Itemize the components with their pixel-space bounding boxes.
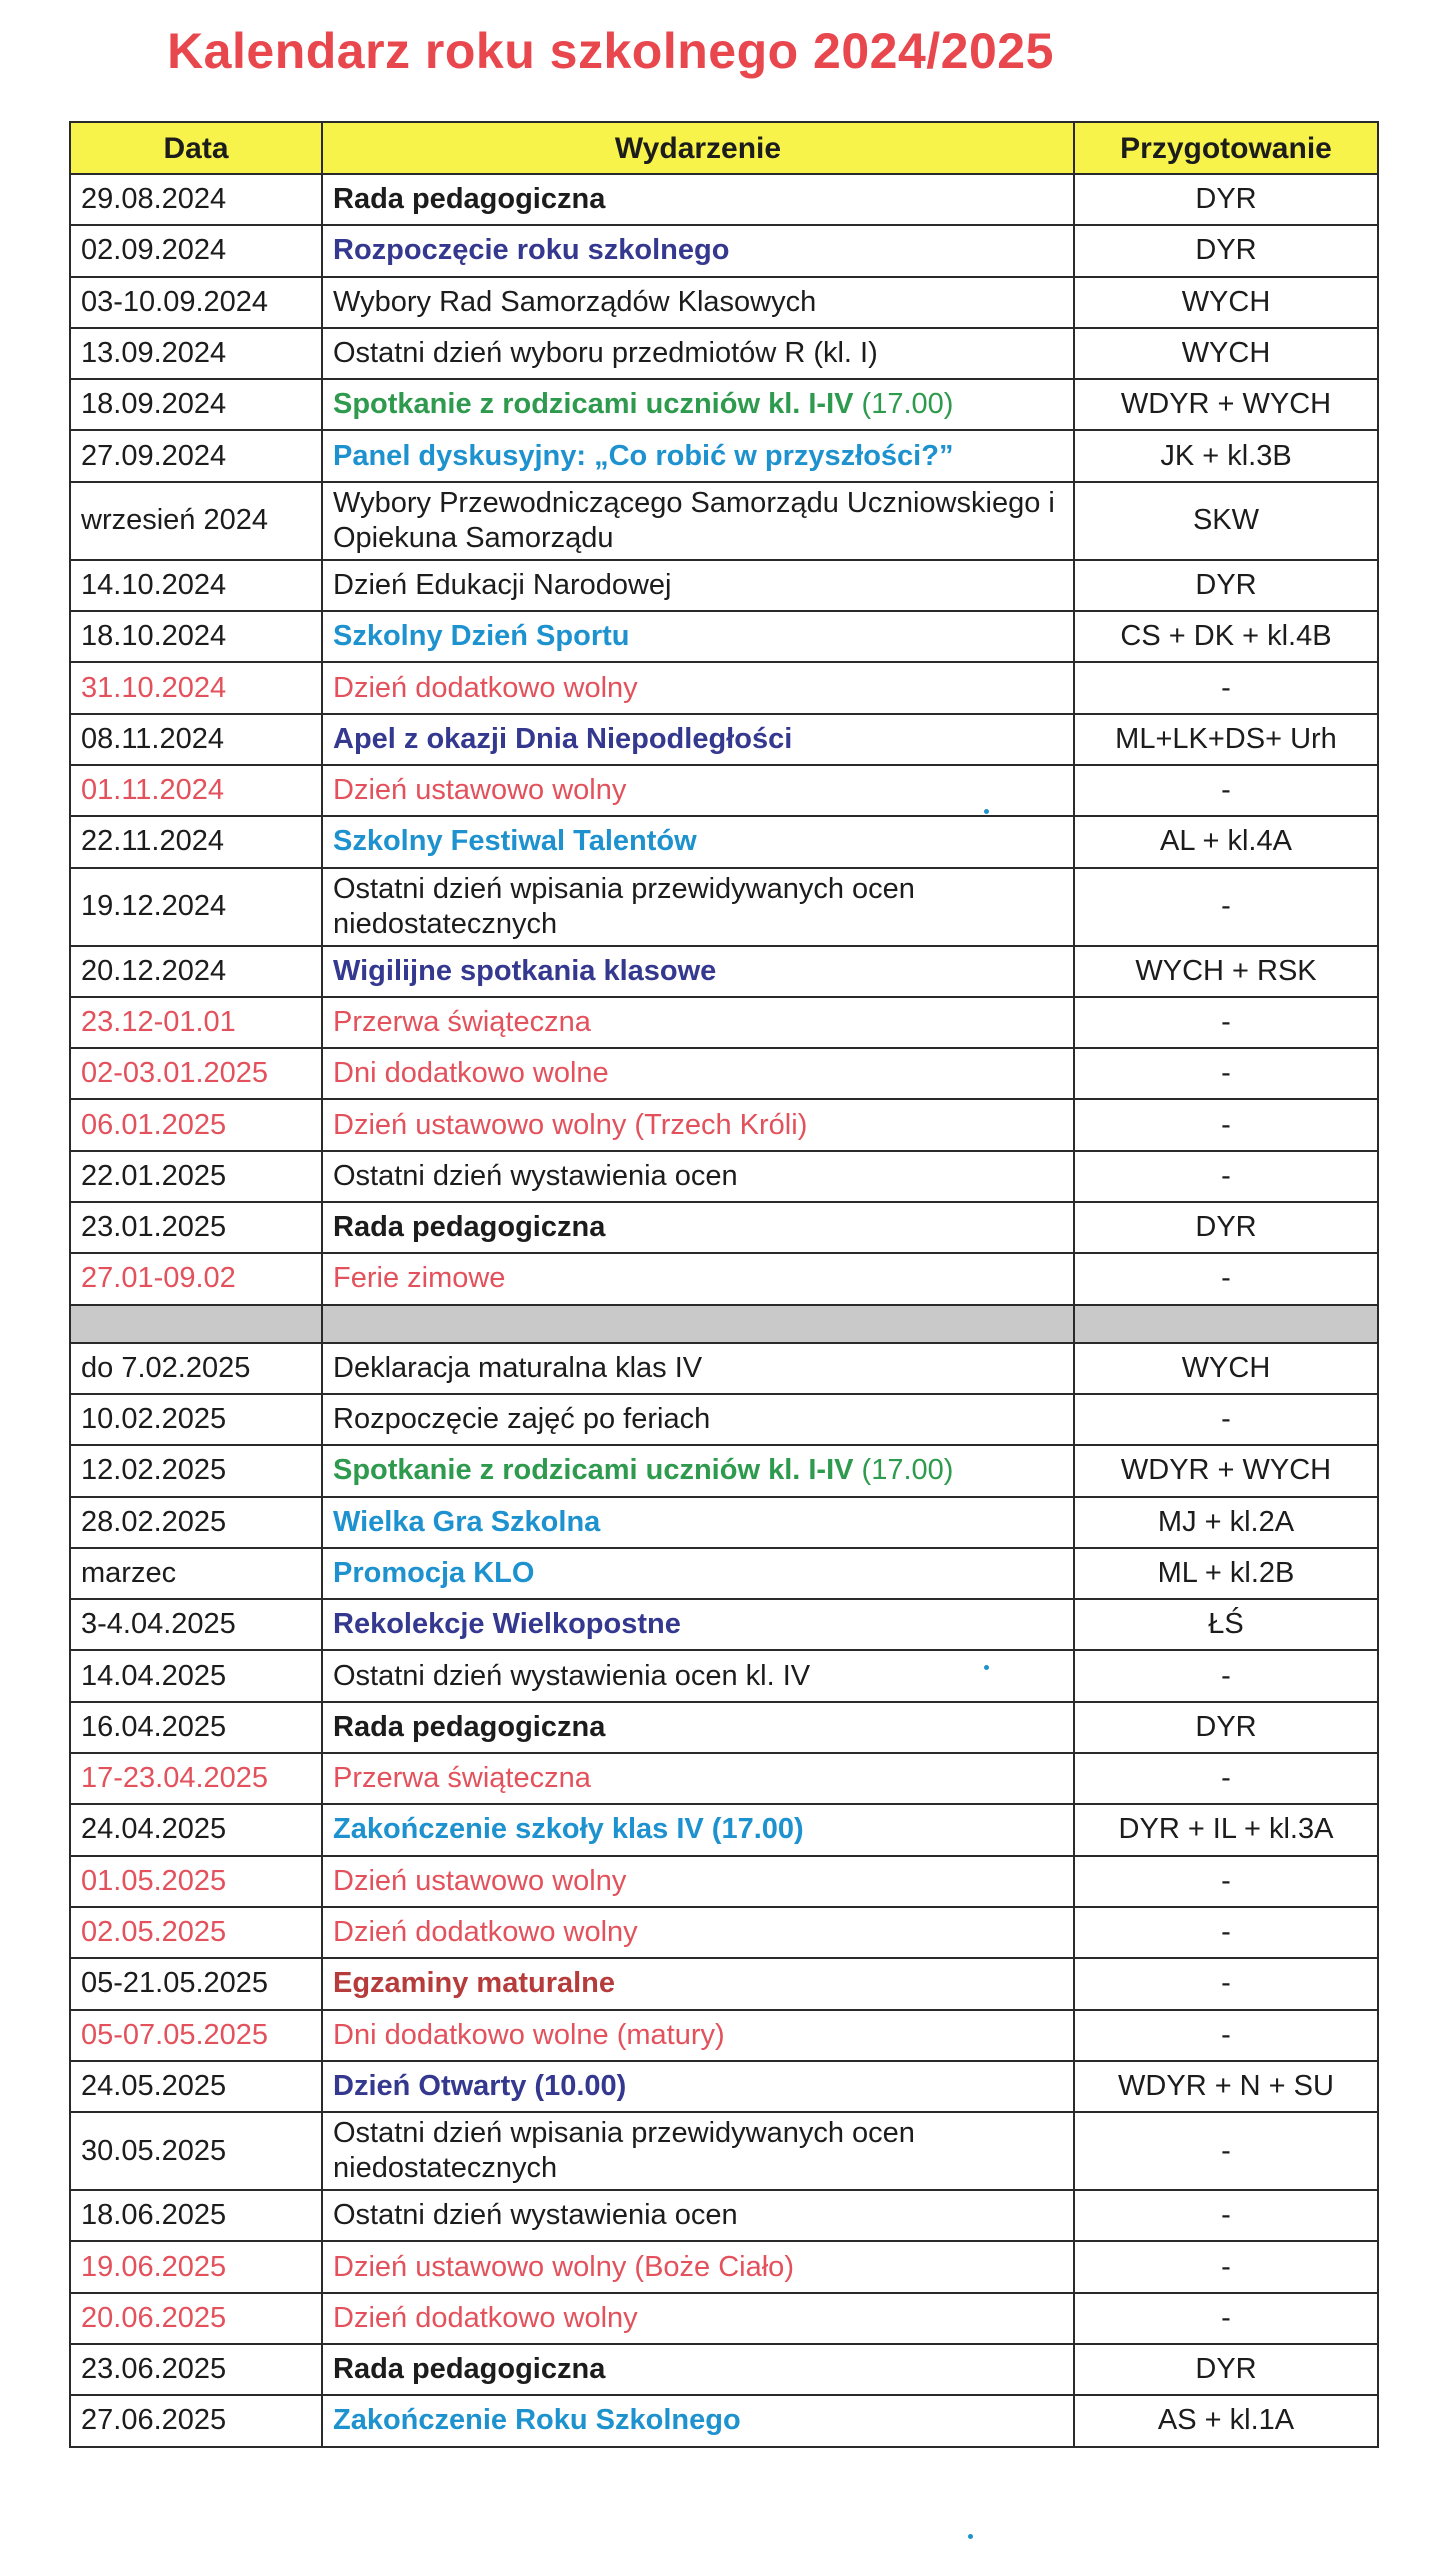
- date-cell: 28.02.2025: [70, 1497, 322, 1548]
- table-row: [70, 662, 1378, 713]
- date-cell: 22.11.2024: [70, 816, 322, 867]
- event-cell: [322, 2190, 1074, 2241]
- event-cell: [322, 2395, 1074, 2446]
- event-cell: [322, 946, 1074, 997]
- table-row: [70, 816, 1378, 867]
- date-cell: 06.01.2025: [70, 1099, 322, 1150]
- table-row: [70, 482, 1378, 560]
- preparation-cell: ML+LK+DS+ Urh: [1074, 714, 1378, 765]
- preparation-cell: -: [1074, 997, 1378, 1048]
- event-cell: [322, 328, 1074, 379]
- event-text: Zakończenie Roku Szkolnego: [333, 2404, 741, 2437]
- date-cell: 05-21.05.2025: [70, 1958, 322, 2009]
- date-cell: 3-4.04.2025: [70, 1599, 322, 1650]
- event-cell: [322, 765, 1074, 816]
- table-row: [70, 946, 1378, 997]
- event-cell: [322, 560, 1074, 611]
- date-cell: 01.05.2025: [70, 1856, 322, 1907]
- date-cell: wrzesień 2024: [70, 482, 322, 560]
- preparation-cell: -: [1074, 1151, 1378, 1202]
- date-cell: 27.09.2024: [70, 430, 322, 481]
- event-text: Dzień ustawowo wolny: [333, 774, 627, 807]
- preparation-cell: -: [1074, 1856, 1378, 1907]
- preparation-cell: DYR: [1074, 1702, 1378, 1753]
- event-time: (17.00): [853, 388, 954, 421]
- table-row: [70, 1099, 1378, 1150]
- event-cell: [322, 662, 1074, 713]
- table-row: [70, 2190, 1378, 2241]
- event-text: Wielka Gra Szkolna: [333, 1505, 601, 1538]
- table-row: [70, 1907, 1378, 1958]
- preparation-cell: DYR: [1074, 2344, 1378, 2395]
- event-cell: [322, 2061, 1074, 2112]
- table-row: [70, 379, 1378, 430]
- event-cell: [322, 1202, 1074, 1253]
- date-cell: do 7.02.2025: [70, 1343, 322, 1394]
- table-row: [70, 2293, 1378, 2344]
- date-cell: 01.11.2024: [70, 765, 322, 816]
- event-cell: [322, 1048, 1074, 1099]
- event-text: Rada pedagogiczna: [333, 1211, 606, 1244]
- table-row: [70, 1753, 1378, 1804]
- preparation-cell: WDYR + WYCH: [1074, 1445, 1378, 1496]
- preparation-cell: CS + DK + kl.4B: [1074, 611, 1378, 662]
- date-cell: 22.01.2025: [70, 1151, 322, 1202]
- table-row: [70, 1253, 1378, 1304]
- table-row: [70, 2112, 1378, 2190]
- table-row: [70, 2010, 1378, 2061]
- event-cell: [322, 2241, 1074, 2292]
- table-row: [70, 611, 1378, 662]
- preparation-cell: DYR: [1074, 225, 1378, 276]
- event-text: Ferie zimowe: [333, 1262, 506, 1295]
- preparation-cell: ŁŚ: [1074, 1599, 1378, 1650]
- event-cell: [322, 1599, 1074, 1650]
- event-cell: [322, 868, 1074, 946]
- event-text: Dzień dodatkowo wolny: [333, 671, 638, 704]
- event-text: Szkolny Dzień Sportu: [333, 620, 630, 653]
- preparation-cell: JK + kl.3B: [1074, 430, 1378, 481]
- preparation-cell: -: [1074, 2293, 1378, 2344]
- preparation-cell: DYR: [1074, 1202, 1378, 1253]
- table-row: [70, 1958, 1378, 2009]
- event-text: Wybory Przewodniczącego Samorządu Uczniowskiego i Opiekuna Samorządu: [333, 486, 1055, 554]
- header-event: Wydarzenie: [322, 122, 1074, 174]
- event-cell: [322, 1958, 1074, 2009]
- event-text: Dzień dodatkowo wolny: [333, 2301, 638, 2334]
- date-cell: 18.06.2025: [70, 2190, 322, 2241]
- table-header: [70, 122, 1378, 174]
- table-row: [70, 714, 1378, 765]
- event-cell: [322, 277, 1074, 328]
- date-cell: 23.12-01.01: [70, 997, 322, 1048]
- event-cell: [322, 1253, 1074, 1304]
- date-cell: 24.04.2025: [70, 1804, 322, 1855]
- event-text: Ostatni dzień wystawienia ocen: [333, 2199, 738, 2232]
- preparation-cell: -: [1074, 868, 1378, 946]
- date-cell: 12.02.2025: [70, 1445, 322, 1496]
- event-cell: [322, 1650, 1074, 1701]
- table-row: [70, 2344, 1378, 2395]
- separator-cell: [1074, 1305, 1378, 1343]
- event-time: (17.00): [853, 1454, 954, 1487]
- preparation-cell: WYCH + RSK: [1074, 946, 1378, 997]
- page-title: [0, 22, 1451, 80]
- date-cell: 18.09.2024: [70, 379, 322, 430]
- event-text: Przerwa świąteczna: [333, 1762, 591, 1795]
- date-cell: 13.09.2024: [70, 328, 322, 379]
- preparation-cell: -: [1074, 1394, 1378, 1445]
- event-text: Ostatni dzień wpisania przewidywanych ocen niedostatecznych: [333, 2117, 915, 2185]
- separator-cell: [322, 1305, 1074, 1343]
- event-text: Dzień ustawowo wolny: [333, 1864, 627, 1897]
- event-cell: [322, 1753, 1074, 1804]
- event-text: Deklaracja maturalna klas IV: [333, 1351, 703, 1384]
- date-cell: 20.06.2025: [70, 2293, 322, 2344]
- event-text: Ostatni dzień wystawienia ocen kl. IV: [333, 1659, 811, 1692]
- date-cell: 17-23.04.2025: [70, 1753, 322, 1804]
- event-text: Dzień Edukacji Narodowej: [333, 568, 672, 601]
- event-cell: [322, 1445, 1074, 1496]
- event-cell: [322, 1804, 1074, 1855]
- table-row: [70, 2241, 1378, 2292]
- preparation-cell: WDYR + WYCH: [1074, 379, 1378, 430]
- scan-speck: [968, 2534, 973, 2539]
- table-row: [70, 277, 1378, 328]
- event-text: Ostatni dzień wystawienia ocen: [333, 1159, 738, 1192]
- event-cell: [322, 1702, 1074, 1753]
- date-cell: 24.05.2025: [70, 2061, 322, 2112]
- table-row: [70, 1151, 1378, 1202]
- preparation-cell: -: [1074, 2190, 1378, 2241]
- date-cell: 27.06.2025: [70, 2395, 322, 2446]
- preparation-cell: -: [1074, 2010, 1378, 2061]
- event-cell: [322, 1907, 1074, 1958]
- header-row: [70, 122, 1378, 174]
- date-cell: 31.10.2024: [70, 662, 322, 713]
- preparation-cell: WYCH: [1074, 1343, 1378, 1394]
- event-text: Rada pedagogiczna: [333, 183, 606, 216]
- table-row: [70, 1394, 1378, 1445]
- event-text: Spotkanie z rodzicami uczniów kl. I-IV: [333, 1454, 854, 1487]
- preparation-cell: WYCH: [1074, 277, 1378, 328]
- event-text: Wybory Rad Samorządów Klasowych: [333, 285, 817, 318]
- event-text: Ostatni dzień wyboru przedmiotów R (kl. I): [333, 337, 878, 370]
- preparation-cell: -: [1074, 1048, 1378, 1099]
- date-cell: 20.12.2024: [70, 946, 322, 997]
- table-row: [70, 1548, 1378, 1599]
- table-body: [70, 174, 1378, 2447]
- event-text: Dzień ustawowo wolny (Trzech Króli): [333, 1108, 808, 1141]
- table-row: [70, 328, 1378, 379]
- date-cell: 23.06.2025: [70, 2344, 322, 2395]
- event-cell: [322, 1548, 1074, 1599]
- table-row: [70, 1343, 1378, 1394]
- scan-speck: [984, 1665, 989, 1670]
- event-text: Zakończenie szkoły klas IV (17.00): [333, 1813, 804, 1846]
- event-text: Rozpoczęcie zajęć po feriach: [333, 1403, 711, 1436]
- table-row: [70, 765, 1378, 816]
- event-text: Rada pedagogiczna: [333, 1710, 606, 1743]
- event-text: Egzaminy maturalne: [333, 1967, 616, 2000]
- semester-separator: [70, 1305, 1378, 1343]
- page-title-text: Kalendarz roku szkolnego 2024/2025: [167, 23, 1054, 79]
- table-row: [70, 1856, 1378, 1907]
- preparation-cell: WDYR + N + SU: [1074, 2061, 1378, 2112]
- event-cell: [322, 1856, 1074, 1907]
- event-cell: [322, 482, 1074, 560]
- header-preparation: Przygotowanie: [1074, 122, 1378, 174]
- event-text: Wigilijne spotkania klasowe: [333, 954, 717, 987]
- date-cell: 23.01.2025: [70, 1202, 322, 1253]
- preparation-cell: ML + kl.2B: [1074, 1548, 1378, 1599]
- table-row: [70, 997, 1378, 1048]
- event-cell: [322, 379, 1074, 430]
- preparation-cell: -: [1074, 1753, 1378, 1804]
- preparation-cell: -: [1074, 1958, 1378, 2009]
- table-row: [70, 868, 1378, 946]
- table-row: [70, 1445, 1378, 1496]
- event-cell: [322, 714, 1074, 765]
- event-cell: [322, 2293, 1074, 2344]
- preparation-cell: -: [1074, 1253, 1378, 1304]
- table-row: [70, 2061, 1378, 2112]
- event-text: Dzień dodatkowo wolny: [333, 1916, 638, 1949]
- preparation-cell: -: [1074, 1099, 1378, 1150]
- event-cell: [322, 1099, 1074, 1150]
- preparation-cell: -: [1074, 662, 1378, 713]
- event-cell: [322, 1394, 1074, 1445]
- table-row: [70, 560, 1378, 611]
- event-cell: [322, 2010, 1074, 2061]
- date-cell: 02-03.01.2025: [70, 1048, 322, 1099]
- event-cell: [322, 1151, 1074, 1202]
- table-row: [70, 1048, 1378, 1099]
- event-cell: [322, 2344, 1074, 2395]
- table-row: [70, 1804, 1378, 1855]
- event-cell: [322, 997, 1074, 1048]
- event-text: Szkolny Festiwal Talentów: [333, 825, 697, 858]
- table-row: [70, 225, 1378, 276]
- preparation-cell: WYCH: [1074, 328, 1378, 379]
- calendar-table: [69, 121, 1379, 2448]
- preparation-cell: -: [1074, 1650, 1378, 1701]
- table-row: [70, 2395, 1378, 2446]
- preparation-cell: -: [1074, 1907, 1378, 1958]
- event-text: Spotkanie z rodzicami uczniów kl. I-IV: [333, 388, 854, 421]
- table-row: [70, 1650, 1378, 1701]
- preparation-cell: -: [1074, 2112, 1378, 2190]
- event-text: Dni dodatkowo wolne (matury): [333, 2018, 725, 2051]
- table-row: [70, 430, 1378, 481]
- preparation-cell: SKW: [1074, 482, 1378, 560]
- preparation-cell: DYR: [1074, 560, 1378, 611]
- event-text: Rozpoczęcie roku szkolnego: [333, 234, 730, 267]
- preparation-cell: MJ + kl.2A: [1074, 1497, 1378, 1548]
- preparation-cell: -: [1074, 2241, 1378, 2292]
- event-cell: [322, 1497, 1074, 1548]
- event-text: Dzień ustawowo wolny (Boże Ciało): [333, 2250, 794, 2283]
- header-date: Data: [70, 122, 322, 174]
- table-row: [70, 1599, 1378, 1650]
- preparation-cell: -: [1074, 765, 1378, 816]
- preparation-cell: DYR: [1074, 174, 1378, 225]
- separator-cell: [70, 1305, 322, 1343]
- date-cell: 29.08.2024: [70, 174, 322, 225]
- preparation-cell: DYR + IL + kl.3A: [1074, 1804, 1378, 1855]
- event-text: Panel dyskusyjny: „Co robić w przyszłości?”: [333, 439, 954, 472]
- event-text: Przerwa świąteczna: [333, 1006, 591, 1038]
- date-cell: 14.10.2024: [70, 560, 322, 611]
- table-row: [70, 1202, 1378, 1253]
- table-row: [70, 1497, 1378, 1548]
- event-cell: [322, 1343, 1074, 1394]
- preparation-cell: AL + kl.4A: [1074, 816, 1378, 867]
- date-cell: 16.04.2025: [70, 1702, 322, 1753]
- date-cell: 19.06.2025: [70, 2241, 322, 2292]
- date-cell: marzec: [70, 1548, 322, 1599]
- table-row: [70, 1702, 1378, 1753]
- date-cell: 02.05.2025: [70, 1907, 322, 1958]
- event-cell: [322, 174, 1074, 225]
- date-cell: 05-07.05.2025: [70, 2010, 322, 2061]
- date-cell: 02.09.2024: [70, 225, 322, 276]
- event-text: Apel z okazji Dnia Niepodległości: [333, 722, 793, 755]
- event-text: Rada pedagogiczna: [333, 2353, 606, 2386]
- event-text: Dni dodatkowo wolne: [333, 1057, 609, 1090]
- event-text: Dzień Otwarty (10.00): [333, 2069, 627, 2102]
- date-cell: 08.11.2024: [70, 714, 322, 765]
- date-cell: 18.10.2024: [70, 611, 322, 662]
- preparation-cell: AS + kl.1A: [1074, 2395, 1378, 2446]
- date-cell: 03-10.09.2024: [70, 277, 322, 328]
- event-text: Rekolekcje Wielkopostne: [333, 1608, 681, 1641]
- event-cell: [322, 611, 1074, 662]
- event-cell: [322, 430, 1074, 481]
- event-cell: [322, 816, 1074, 867]
- date-cell: 30.05.2025: [70, 2112, 322, 2190]
- scan-speck: [984, 809, 989, 814]
- event-text: Promocja KLO: [333, 1556, 535, 1589]
- date-cell: 19.12.2024: [70, 868, 322, 946]
- event-cell: [322, 225, 1074, 276]
- date-cell: 10.02.2025: [70, 1394, 322, 1445]
- event-cell: [322, 2112, 1074, 2190]
- table-row: [70, 174, 1378, 225]
- date-cell: 27.01-09.02: [70, 1253, 322, 1304]
- event-text: Ostatni dzień wpisania przewidywanych ocen niedostatecznych: [333, 872, 915, 940]
- date-cell: 14.04.2025: [70, 1650, 322, 1701]
